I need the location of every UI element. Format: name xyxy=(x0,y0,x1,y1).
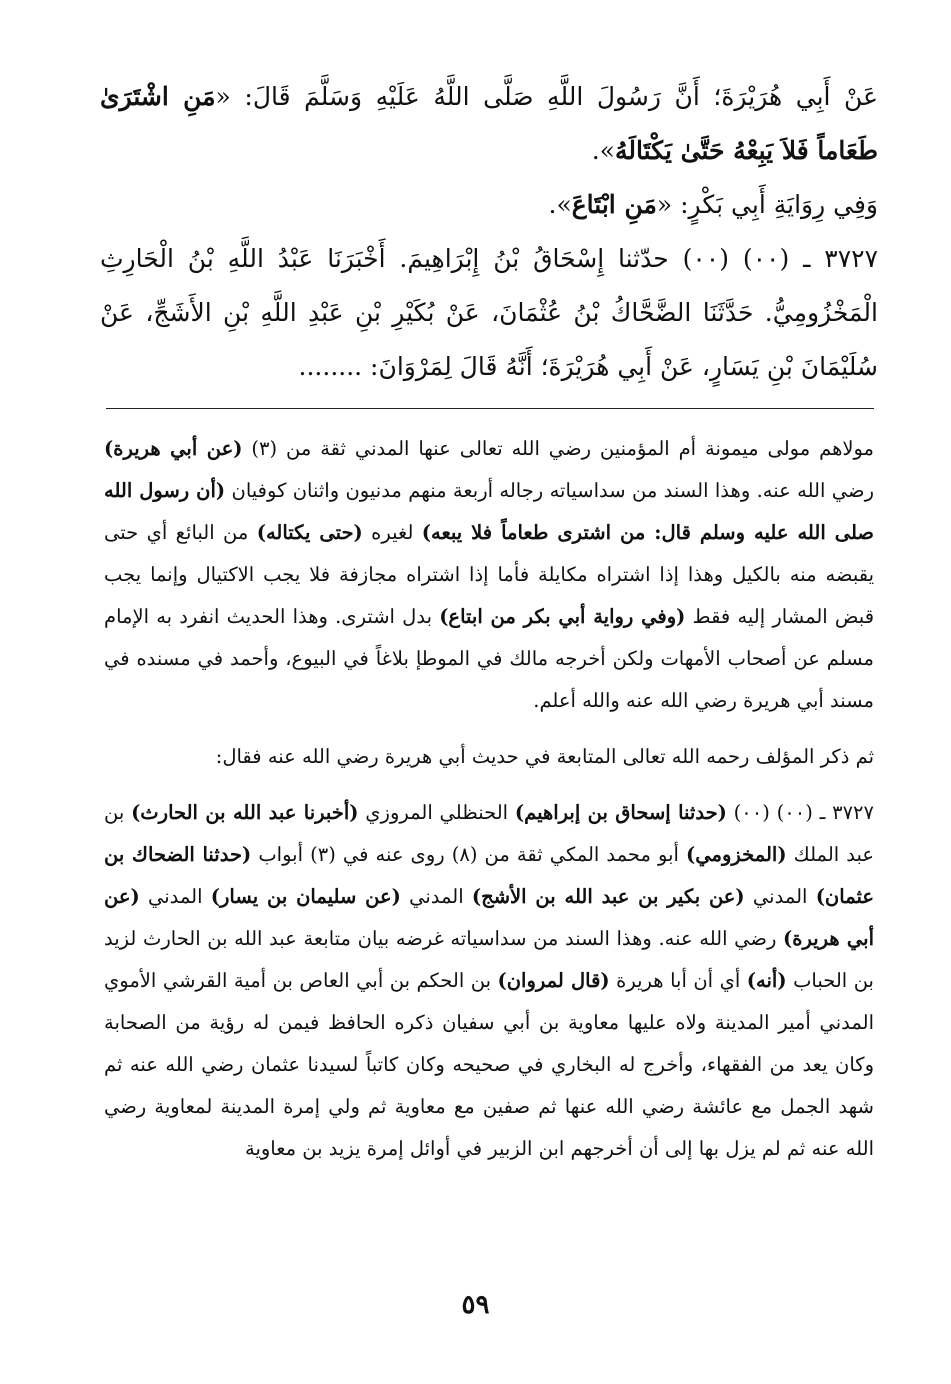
commentary-block xyxy=(104,428,874,1170)
hadith-matn xyxy=(100,70,878,394)
hadith-isnad-3727: ٣٧٢٧ ـ (٠٠) (٠٠) حدّثنا إِسْحَاقُ بْنُ إِبْرَاهِيمَ. أَخْبَرَنَا عَبْدُ اللَّهِ بْنُ الْحَارِثِ الْمَخْزُومِيُّ. حَدَّثَنَا الضَّحَّاكُ بْنُ عُثْمَانَ، عَنْ بُكَيْرِ بْنِ عَبْدِ اللَّهِ بْنِ الأَشَجِّ، عَنْ سُلَيْمَانَ بْنِ يَسَارٍ، عَنْ أَبِي هُرَيْرَةَ؛ أَنَّهُ قَالَ لِمَرْوَانَ: ........ xyxy=(100,244,878,381)
page-number: ٥٩ xyxy=(461,1290,490,1320)
commentary-paragraph-1: مولاهم مولى ميمونة أم المؤمنين رضي الله تعالى عنها المدني ثقة من (٣) (عن أبي هريرة) رضي الله عنه. وهذا السند من سداسياته رجاله أربعة منهم مدنيون واثنان كوفيان (أن رسول الله صلى الله عليه وسلم قال: من اشترى طعاماً فلا يبعه) لغيره (حتى يكتاله) من البائع أي حتى يقبضه منه بالكيل وهذا إذا اشتراه مكايلة فأما إذا اشتراه مجازفة فلا يجب الاكتيال وإنما يجب قبض المشار إليه فقط (وفي رواية أبي بكر من ابتاع) بدل اشترى. وهذا الحديث انفرد به الإمام مسلم عن أصحاب الأمهات ولكن أخرجه مالك في الموطإ بلاغاً في البيوع، وأحمد في مسنده في مسند أبي هريرة رضي الله عنه والله أعلم. xyxy=(104,437,875,712)
commentary-transition: ثم ذكر المؤلف رحمه الله تعالى المتابعة في حديث أبي هريرة رضي الله عنه فقال: xyxy=(215,745,874,768)
hadith-line-abu-bakr: وَفِي رِوَايَةِ أَبِي بَكْرٍ: «مَنِ ابْتَاعَ». xyxy=(548,190,878,219)
hadith-line-abu-hurayra: عَنْ أَبِي هُرَيْرَةَ؛ أَنَّ رَسُولَ اللَّهِ صَلَّى اللَّهُ عَلَيْهِ وَسَلَّمَ قَالَ: «مَنِ اشْتَرَىٰ طَعَاماً فَلاَ يَبِعْهُ حَتَّىٰ يَكْتَالَهُ». xyxy=(100,82,878,165)
hadith-quote: مَنِ اشْتَرَىٰ طَعَاماً فَلاَ يَبِعْهُ حَتَّىٰ يَكْتَالَهُ xyxy=(100,82,878,165)
hadith-text-block xyxy=(100,70,878,394)
commentary-paragraph-2: ٣٧٢٧ ـ (٠٠) (٠٠) (حدثنا إسحاق بن إبراهيم) الحنظلي المروزي (أخبرنا عبد الله بن الحارث) بن عبد الملك (المخزومي) أبو محمد المكي ثقة من (٨) روى عنه في (٣) أبواب (حدثنا الضحاك بن عثمان) المدني (عن بكير بن عبد الله بن الأشج) المدني (عن سليمان بن يسار) المدني (عن أبي هريرة) رضي الله عنه. وهذا السند من سداسياته غرضه بيان متابعة عبد الله بن الحارث لزيد بن الحباب (أنه) أي أن أبا هريرة (قال لمروان) بن الحكم بن أبي العاص بن أمية القرشي الأموي المدني أمير المدينة ولاه عليها معاوية بن أبي سفيان ذكره الحافظ فيمن له رؤية من الصحابة وكان يعد من الفقهاء، وأخرج له البخاري في صحيحه وكان كاتباً لسيدنا عثمان رضي الله عنه ثم شهد الجمل مع عائشة رضي الله عنها ثم صفين مع معاوية ثم ولي إمرة المدينة لمعاوية رضي الله عنه ثم لم يزل بها إلى أن أخرجهم ابن الزبير في أوائل إمرة يزيد بن معاوية xyxy=(104,801,875,1160)
hadith-quote-variant: مَنِ ابْتَاعَ xyxy=(571,190,657,219)
separator-line xyxy=(106,408,874,409)
